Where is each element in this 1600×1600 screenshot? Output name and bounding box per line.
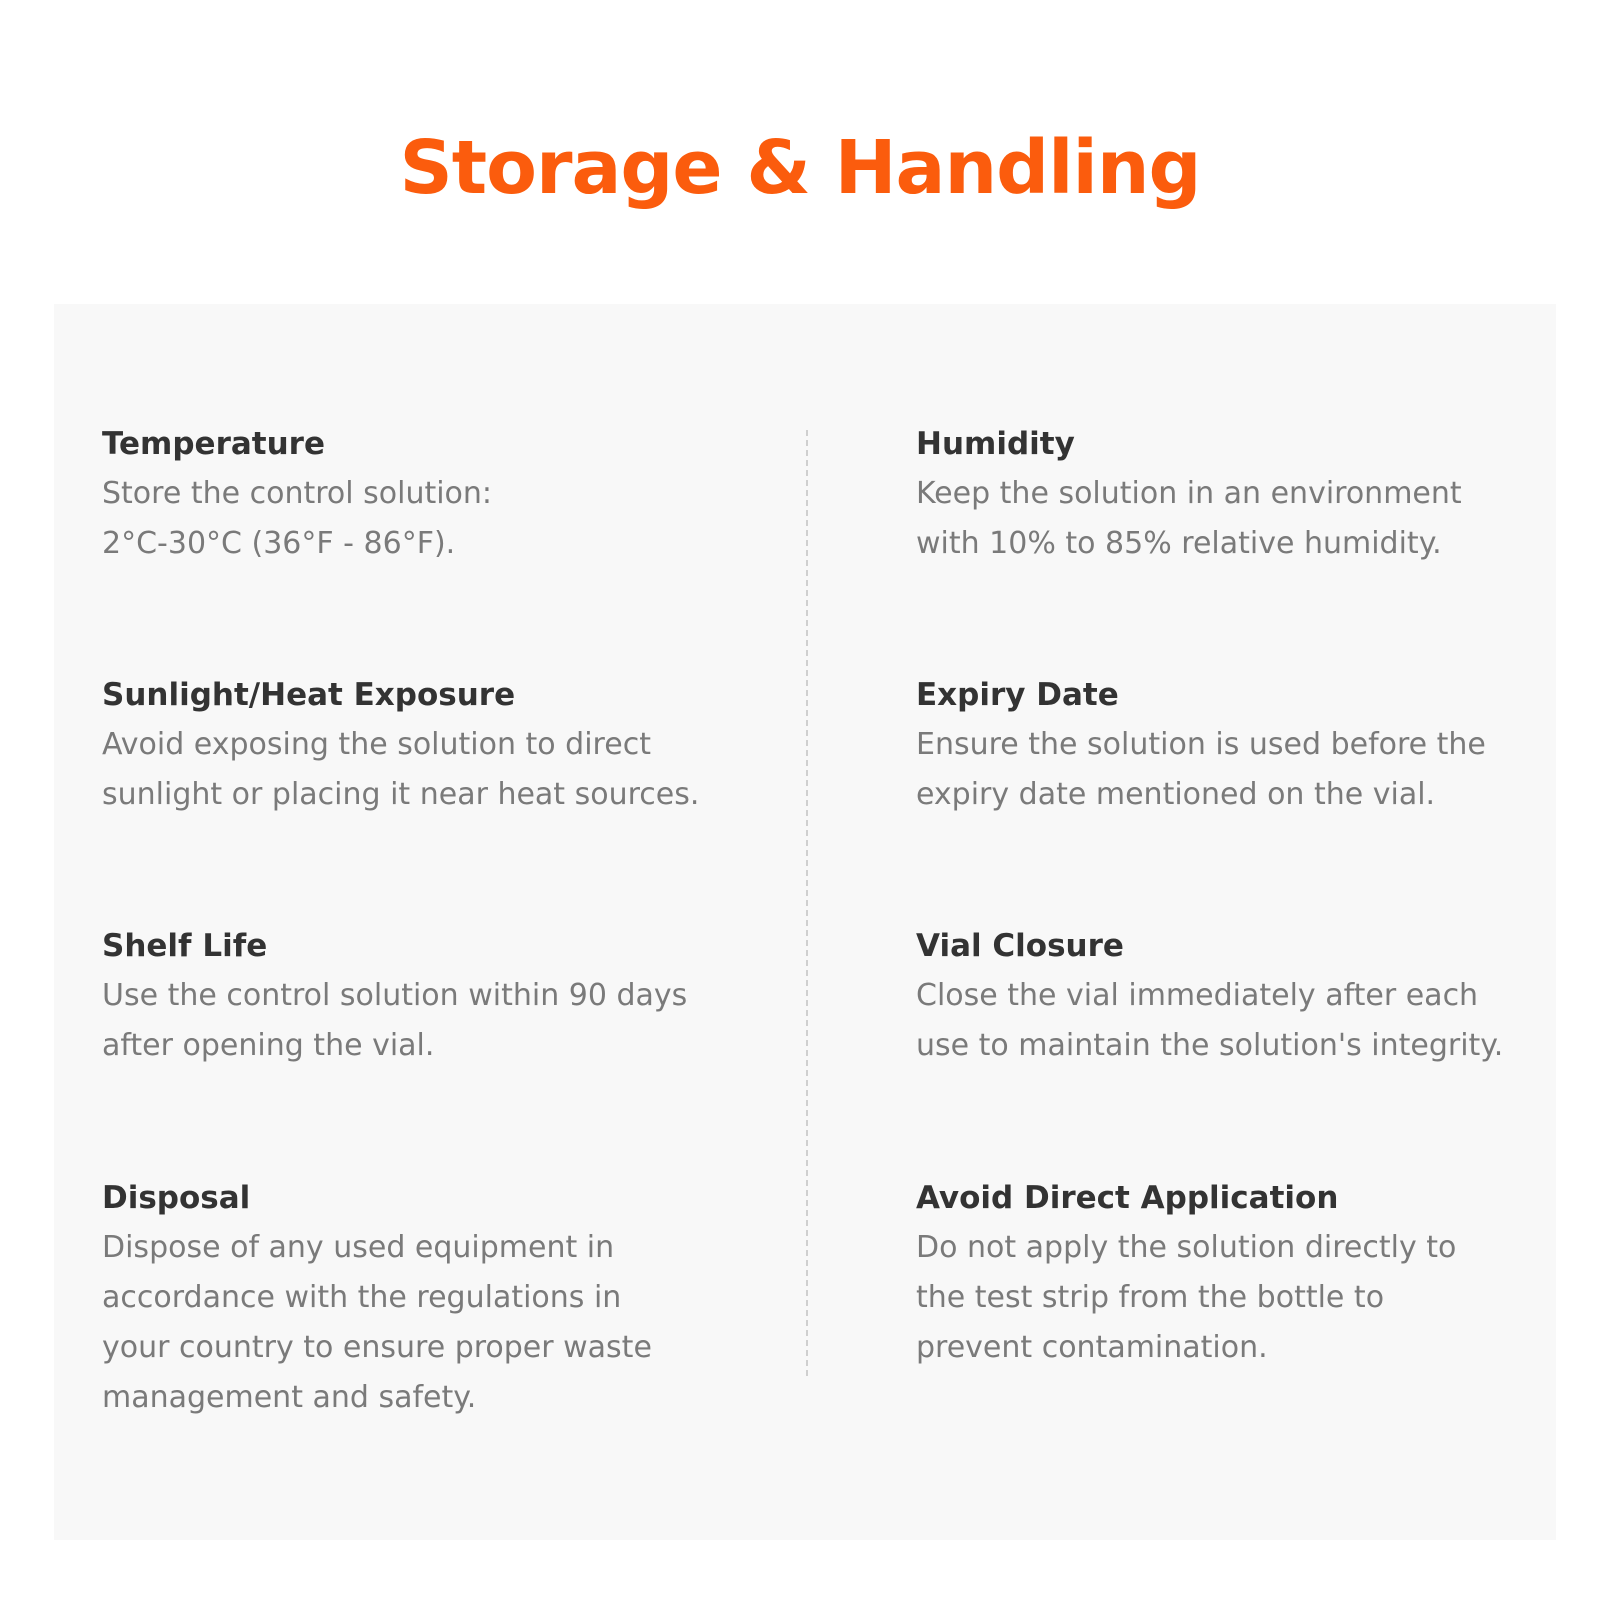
- info-item-expiry-date: [916, 670, 1526, 820]
- item-text-line: Close the vial immediately after each: [916, 978, 1479, 1013]
- info-item-shelf-life: [102, 921, 722, 1071]
- item-title: Vial Closure: [916, 928, 1124, 964]
- item-text-line: Ensure the solution is used before the: [916, 727, 1486, 762]
- item-text-line: Use the control solution within 90 days: [102, 978, 688, 1013]
- item-title: Expiry Date: [916, 677, 1119, 713]
- item-text-line: your country to ensure proper waste: [102, 1330, 652, 1365]
- item-title: Sunlight/Heat Exposure: [102, 677, 516, 713]
- item-text-line: Do not apply the solution directly to: [916, 1230, 1457, 1265]
- item-text-line: after opening the vial.: [102, 1028, 435, 1063]
- item-title: Temperature: [102, 426, 325, 462]
- page-title: Storage & Handling: [399, 125, 1201, 211]
- info-item-disposal: [102, 1173, 722, 1423]
- info-item-sunlight-heat-exposure: [102, 670, 722, 820]
- item-text-line: the test strip from the bottle to: [916, 1280, 1385, 1315]
- item-title: Disposal: [102, 1180, 251, 1216]
- item-title: Avoid Direct Application: [916, 1180, 1339, 1216]
- item-title: Shelf Life: [102, 928, 268, 964]
- item-text-line: prevent contamination.: [916, 1330, 1268, 1365]
- info-item-humidity: [916, 419, 1526, 569]
- info-item-avoid-direct-application: [916, 1173, 1526, 1373]
- item-text-line: Store the control solution:: [102, 476, 493, 511]
- item-text-line: Dispose of any used equipment in: [102, 1230, 615, 1265]
- info-item-vial-closure: [916, 921, 1526, 1071]
- column-divider: [806, 430, 808, 1376]
- item-text-line: with 10% to 85% relative humidity.: [916, 526, 1442, 561]
- item-text-line: use to maintain the solution's integrity.: [916, 1028, 1504, 1063]
- item-text-line: 2°C-30°C (36°F - 86°F).: [102, 526, 456, 561]
- item-text-line: expiry date mentioned on the vial.: [916, 777, 1436, 812]
- info-item-temperature: [102, 419, 722, 569]
- item-text-line: Keep the solution in an environment: [916, 476, 1462, 511]
- item-text-line: accordance with the regulations in: [102, 1280, 622, 1315]
- item-title: Humidity: [916, 426, 1075, 462]
- item-text-line: Avoid exposing the solution to direct: [102, 727, 651, 762]
- item-text-line: management and safety.: [102, 1380, 477, 1415]
- item-text-line: sunlight or placing it near heat sources.: [102, 777, 700, 812]
